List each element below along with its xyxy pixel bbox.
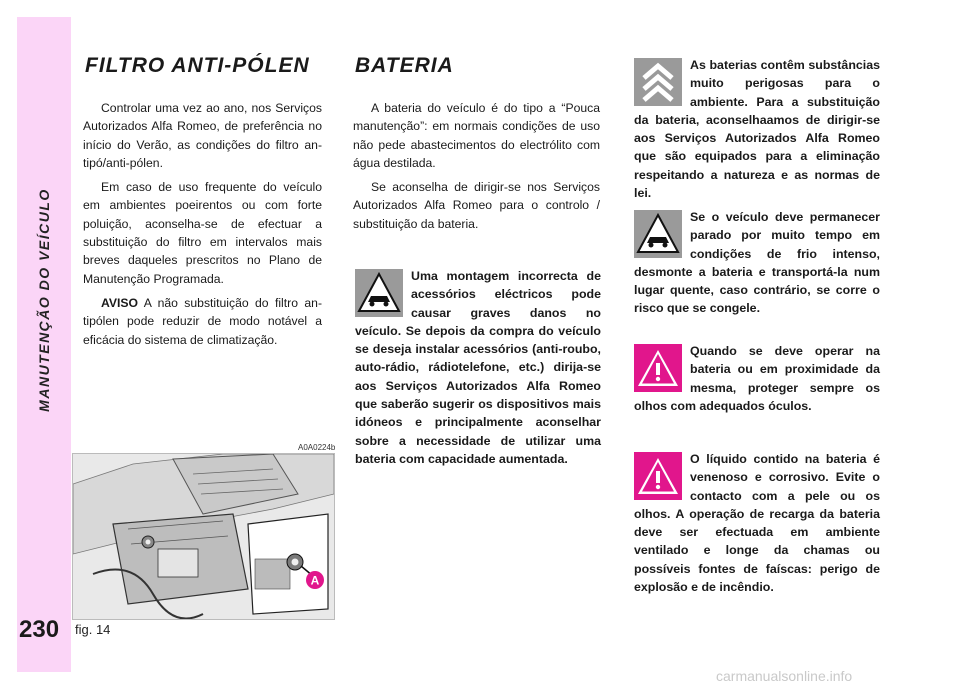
accessories-warning [355,267,601,468]
battery-paragraph-1: A bateria do veículo é do tipo a “Pouca manutenção”: em normais condições de uso não pede abastecimentos do electrólito com água destilada. [353,101,600,170]
cold-weather-note [634,208,880,318]
accessories-warning-text: Uma montagem incorrecta de acessórios eléctricos pode causar graves danos no veículo. Se depois da compra do veículo se deseja instalar acessórios (anti-roubo, auto-rádio, rádiotelefone, etc.) dirija-se aos Serviços Autorizados Alfa Romeo que saberão sugerir os dispositivos mais idóneos e principalmente aconselhar sobre a necessidade de utilizar uma bateria com capacidade aumentada. [355,269,601,466]
acid-warning [634,450,880,596]
danger-warning-icon [634,452,682,500]
aviso-label: AVISO [101,295,139,310]
car-warning-icon [355,269,403,317]
figure-caption: fig. 14 [75,622,111,637]
eye-protection-warning [634,342,880,415]
page-number: 230 [19,616,60,643]
filter-paragraph-1: Controlar uma vez ao ano, nos Serviços Autorizados Alfa Romeo, de preferência no início do Verão, as condições do filtro antipó/anti-pólen. [83,101,322,170]
eye-protection-warning-text: Quando se deve operar na bateria ou em proximidade da mesma, proteger sempre os olhos com adequados óculos. [634,344,880,413]
battery-illustration [73,454,334,619]
footer-watermark: carmanualsonline.info [716,668,853,684]
cold-weather-note-text: Se o veículo deve permanecer parado por muito tempo em condições de frio intenso, desmonte a bateria e transportá-la num lugar quente, caso contrário, se corre o risco que se congele. [634,210,880,316]
figure-code: A0A0224b [298,443,336,452]
acid-warning-text: O líquido contido na bateria é venenoso e corrosivo. Evite o contacto com a pele ou os olhos. A operação de recarga da bateria deve ser efectuada em ambiente ventilado e longe da chamas ou possíveis fontes de faíscas: perigo de explosão e de incêndio. [634,452,880,595]
danger-warning-icon [634,344,682,392]
battery-text [353,99,600,239]
recycle-chevron-icon [634,58,682,106]
callout-a-label: A [310,573,320,588]
battery-paragraph-2: Se aconselha de dirigir-se nos Serviços Autorizados Alfa Romeo para o controlo / substituição da bateria. [353,180,600,231]
aviso-text: A não substituição do filtro antipólen pode reduzir de modo notável a eficácia do sistema de climatização. [83,295,322,347]
filter-title: FILTRO ANTI-PÓLEN [85,54,310,77]
environment-note [634,56,880,202]
battery-title: BATERIA [355,54,454,77]
car-warning-icon [634,210,682,258]
section-label: MANUTENÇÃO DO VEÍCULO [36,188,52,412]
filter-paragraph-2: Em caso de uso frequente do veículo em ambientes poeirentos ou com forte poluição, aconselha-se de efectuar a substituição do filtro em intervalos mais breves daqueles prescritos no Plano de Manutenção Programada. [83,180,322,286]
filter-paragraph-3 [83,294,322,349]
environment-note-text: As baterias contêm substâncias muito perigosas para o ambiente. Para a substituição da bateria, aconselhaamos de dirigir-se aos Serviços Autorizados Alfa Romeo que são equipados para a eliminação respeitando a natureza e as normas de lei. [634,58,880,201]
engine-bay-figure [72,453,335,620]
filter-text [83,99,322,355]
